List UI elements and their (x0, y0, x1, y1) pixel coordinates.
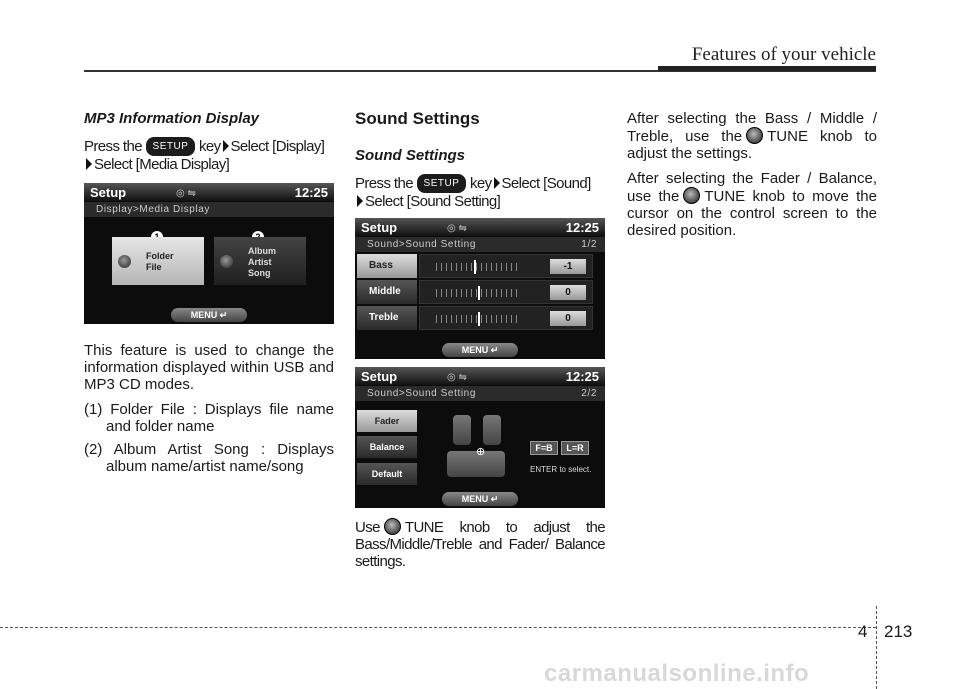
screen-breadcrumb (355, 386, 605, 401)
mp3-info-heading: MP3 Information Display (84, 110, 260, 127)
footer-divider (876, 606, 877, 689)
eq-slider-bass[interactable] (419, 254, 593, 278)
arrow-icon (494, 177, 500, 189)
header-rule-accent (658, 66, 876, 71)
folder-file-tile[interactable] (112, 237, 204, 285)
item2-text: Album Artist Song : Displays album name/artist name/song (106, 441, 334, 475)
breadcrumb-text: Display>Media Display (96, 204, 211, 215)
screen-breadcrumb (355, 237, 605, 252)
screen-title: Setup (361, 369, 398, 384)
mp3-description: This feature is used to change the information displayed within USB and MP3 CD modes. (84, 342, 334, 393)
eq-value-middle: 0 (550, 285, 586, 300)
header-title: Features of your vehicle (691, 44, 876, 65)
arrow-icon (86, 158, 92, 170)
screen-time: 12:25 (565, 369, 599, 384)
fader-balance-paragraph (627, 170, 877, 239)
section-number: 4 (858, 622, 868, 641)
p1-text-b: TUNE knob to adjust the settings. (627, 128, 877, 162)
menu-button[interactable]: MENU ↵ (442, 492, 518, 506)
p2-text-a: After selecting the Fader / Balance, use the (627, 170, 877, 205)
sound-setting-screen-1 (355, 218, 605, 359)
arrow-icon (357, 195, 363, 207)
list-item-folder-file (84, 401, 334, 435)
tune-knob-icon (384, 518, 401, 535)
tune-knob-icon (683, 187, 700, 204)
mp3-instructions (84, 137, 334, 173)
balance-button[interactable]: Balance (357, 436, 417, 458)
select-sound-setting-text: Select [Sound Setting] (365, 193, 501, 210)
page-indicator: 1/2 (581, 239, 597, 250)
menu-button[interactable]: MENU ↵ (171, 308, 247, 322)
right-column (627, 110, 877, 247)
crosshair-icon: ⊕ (476, 446, 486, 458)
tune-knob-icon (746, 127, 763, 144)
press-text: Press the (355, 175, 413, 192)
middle-column (355, 110, 605, 578)
item1-number: (1) (84, 401, 103, 418)
watermark: carmanualsonline.info (544, 660, 810, 687)
screen-title-bar (84, 183, 334, 201)
seat-icon (483, 415, 501, 445)
status-icons: ◎ ⇋ (176, 188, 196, 199)
key-text: key (469, 175, 492, 192)
press-text: Press the (84, 138, 142, 155)
screen-title: Setup (361, 220, 398, 235)
screen-breadcrumb (84, 202, 334, 217)
tune-instruction (355, 518, 605, 570)
eq-label-treble[interactable]: Treble (357, 306, 417, 330)
menu-label: MENU (461, 494, 489, 504)
p1-text-a: After selecting the Bass / Middle / Treble, use the (627, 110, 877, 145)
p2-text-b: TUNE knob to move the cursor on the control screen to the desired position. (627, 188, 877, 239)
footer-rule (0, 627, 876, 628)
left-column (84, 110, 334, 483)
file-label: File (146, 262, 162, 272)
sound-instructions (355, 174, 605, 210)
menu-label: MENU (461, 345, 489, 355)
eq-slider-treble[interactable] (419, 306, 593, 330)
tile-knob-icon (220, 255, 233, 268)
screen-title-bar (355, 218, 605, 236)
select-display-text: Select [Display] (230, 138, 325, 155)
eq-value-bass: -1 (550, 259, 586, 274)
sound-settings-subheading: Sound Settings (355, 147, 465, 164)
front-back-indicator: F=B (530, 441, 558, 455)
media-display-screen (84, 183, 334, 324)
key-text: key (198, 138, 221, 155)
seat-icon (453, 415, 471, 445)
use-text: Use (355, 519, 380, 536)
eq-slider-middle[interactable] (419, 280, 593, 304)
list-item-album-artist-song (84, 441, 334, 475)
breadcrumb-text: Sound>Sound Setting (367, 388, 476, 399)
screen-title: Setup (90, 185, 127, 200)
bass-middle-treble-paragraph (627, 110, 877, 162)
eq-value-treble: 0 (550, 311, 586, 326)
sound-setting-screen-2 (355, 367, 605, 508)
album-label: Album (248, 246, 276, 256)
eq-label-bass[interactable]: Bass (357, 254, 417, 278)
album-artist-song-tile[interactable] (214, 237, 306, 285)
item2-number: (2) (84, 441, 103, 458)
screen-title-bar (355, 367, 605, 385)
status-icons: ◎ ⇋ (447, 223, 467, 234)
breadcrumb-text: Sound>Sound Setting (367, 239, 476, 250)
slider-ticks (436, 263, 520, 271)
select-media-display-text: Select [Media Display] (94, 156, 230, 173)
tile-knob-icon (118, 255, 131, 268)
screen-time: 12:25 (565, 220, 599, 235)
folder-label: Folder (146, 251, 174, 261)
menu-label: MENU (190, 310, 218, 320)
sound-settings-heading: Sound Settings (355, 109, 480, 128)
item1-text: Folder File : Displays file name and folder name (106, 401, 334, 435)
page-indicator: 2/2 (581, 388, 597, 399)
artist-label: Artist (248, 257, 272, 267)
arrow-icon (223, 140, 229, 152)
page-number: 213 (884, 622, 913, 641)
setup-key: SETUP (417, 174, 467, 193)
setup-key: SETUP (146, 137, 196, 156)
slider-marker[interactable] (474, 260, 476, 274)
song-label: Song (248, 268, 271, 278)
select-sound-text: Select [Sound] (501, 175, 591, 192)
default-button[interactable]: Default (357, 463, 417, 485)
eq-label-middle[interactable]: Middle (357, 280, 417, 304)
cabin-seat-map[interactable] (443, 413, 509, 481)
screen-time: 12:25 (294, 185, 328, 200)
slider-marker[interactable] (478, 312, 480, 326)
status-icons: ◎ ⇋ (447, 372, 467, 383)
tune-instruction-text: TUNE knob to adjust the Bass/Middle/Treble and Fader/ Balance settings. (355, 519, 605, 570)
slider-marker[interactable] (478, 286, 480, 300)
left-right-indicator: L=R (561, 441, 589, 455)
fader-button[interactable]: Fader (357, 410, 417, 432)
enter-hint: ENTER to select. (530, 465, 592, 474)
menu-button[interactable]: MENU ↵ (442, 343, 518, 357)
